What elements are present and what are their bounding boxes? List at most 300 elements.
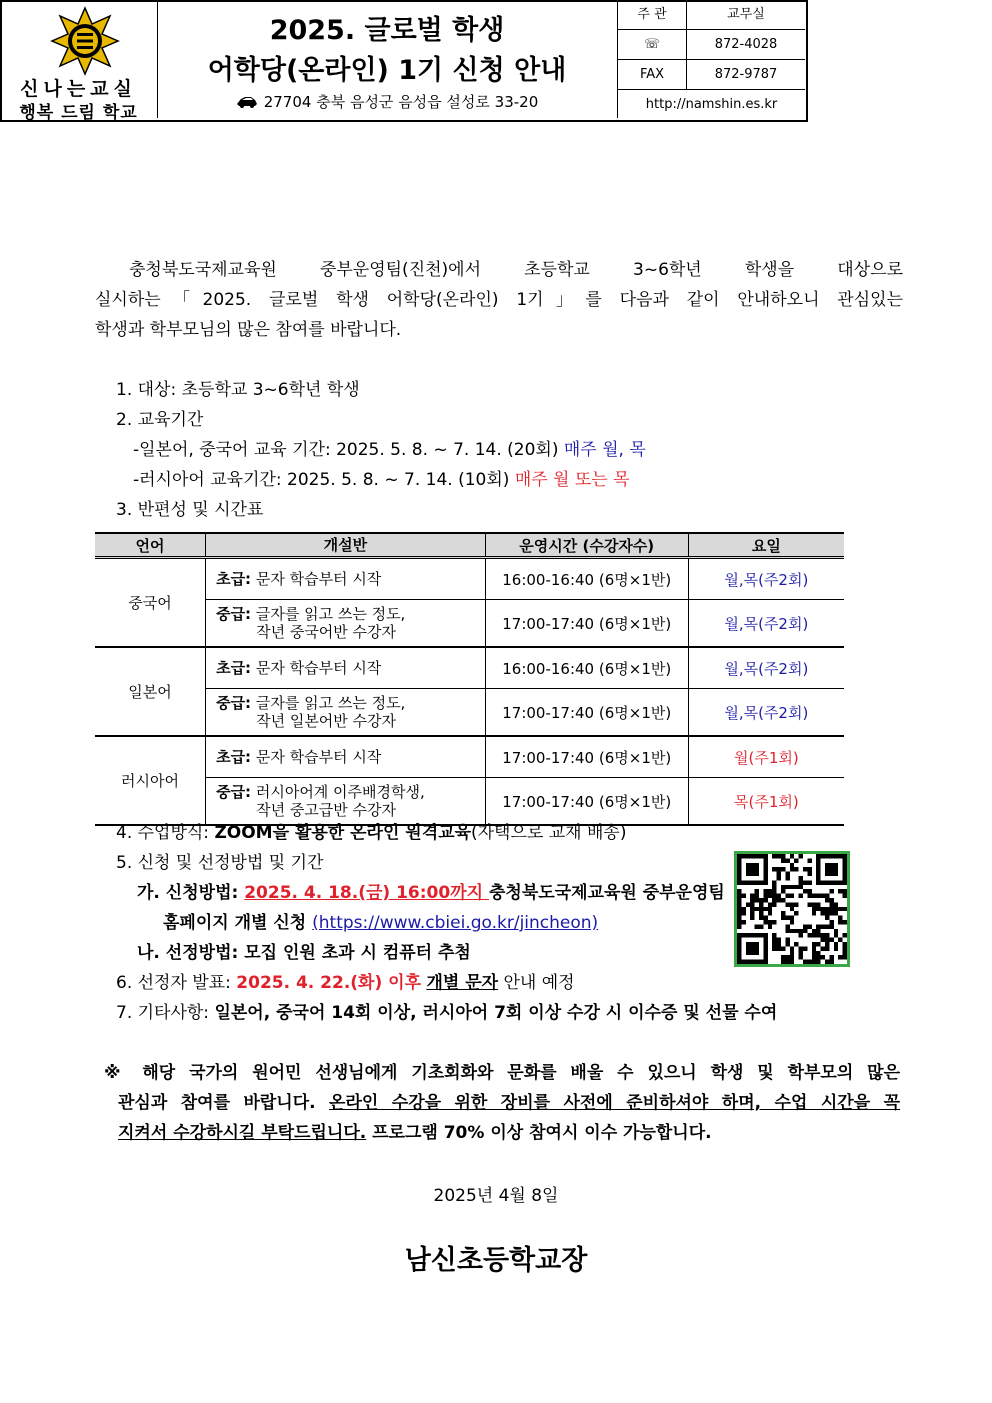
qr-module bbox=[737, 951, 741, 955]
address-text: 27704 충북 음성군 음성읍 설성로 33-20 bbox=[263, 93, 539, 111]
level-label: 중급: bbox=[216, 783, 252, 801]
qr-module bbox=[737, 942, 741, 946]
qr-module bbox=[781, 955, 785, 959]
note-line3-underlined: 지켜서 수강하시길 부탁드립니다. bbox=[118, 1123, 367, 1143]
qr-module bbox=[807, 867, 811, 871]
item-4-method: ZOOM을 활용한 온라인 원격교육 bbox=[214, 823, 471, 843]
qr-module bbox=[763, 894, 767, 898]
qr-module bbox=[772, 867, 776, 871]
qr-module bbox=[803, 929, 807, 933]
intro-line1: 충청북도국제교육원 중부운영팀(진천)에서 초등학교 3~6학년 학생을 대상으로 bbox=[129, 260, 903, 280]
qr-module bbox=[834, 863, 838, 867]
qr-module bbox=[785, 924, 789, 928]
qr-module bbox=[763, 960, 767, 964]
qr-module bbox=[838, 854, 842, 858]
qr-module bbox=[829, 854, 833, 858]
qr-module bbox=[816, 867, 820, 871]
day-cell: 월(주1회) bbox=[688, 736, 844, 778]
qr-module bbox=[763, 951, 767, 955]
qr-module bbox=[737, 858, 741, 862]
qr-module bbox=[785, 872, 789, 876]
qr-module bbox=[803, 867, 807, 871]
info-row-homepage bbox=[618, 90, 805, 119]
table-header-row bbox=[95, 533, 844, 558]
qr-module bbox=[825, 946, 829, 950]
qr-module bbox=[843, 863, 847, 867]
qr-module bbox=[759, 907, 763, 911]
qr-module bbox=[843, 942, 847, 946]
qr-module bbox=[816, 863, 820, 867]
qr-module bbox=[772, 942, 776, 946]
qr-module bbox=[785, 885, 789, 889]
slogan-line1: 신나는교실 bbox=[20, 78, 137, 100]
class-desc-2: 작년 중고급반 수강자 bbox=[256, 801, 397, 819]
class-desc: 문자 학습부터 시작 bbox=[255, 659, 382, 677]
qr-module bbox=[843, 946, 847, 950]
qr-module bbox=[834, 880, 838, 884]
note-line2 bbox=[104, 1088, 900, 1118]
qr-module bbox=[741, 933, 745, 937]
qr-module bbox=[816, 858, 820, 862]
qr-module bbox=[737, 938, 741, 942]
qr-module bbox=[777, 946, 781, 950]
qr-module bbox=[737, 854, 741, 858]
qr-module bbox=[825, 911, 829, 915]
qr-module bbox=[812, 911, 816, 915]
qr-module bbox=[785, 876, 789, 880]
qr-module bbox=[790, 907, 794, 911]
qr-module bbox=[755, 960, 759, 964]
contact-info-cell bbox=[617, 0, 805, 118]
qr-module bbox=[750, 902, 754, 906]
qr-module bbox=[829, 960, 833, 964]
qr-module bbox=[816, 872, 820, 876]
class-desc-2: 작년 중국어반 수강자 bbox=[256, 623, 397, 641]
qr-module bbox=[741, 894, 745, 898]
item-5a-label: 가. 신청방법: bbox=[137, 883, 245, 903]
qr-module bbox=[821, 946, 825, 950]
class-cell bbox=[206, 558, 486, 600]
info-key: FAX bbox=[618, 60, 687, 89]
qr-module bbox=[750, 933, 754, 937]
qr-module bbox=[737, 946, 741, 950]
qr-module bbox=[803, 889, 807, 893]
class-desc: 문자 학습부터 시작 bbox=[255, 570, 382, 588]
qr-module bbox=[825, 924, 829, 928]
qr-module bbox=[759, 854, 763, 858]
day-cell: 목(주1회) bbox=[688, 778, 844, 826]
qr-module bbox=[763, 889, 767, 893]
homepage-link[interactable]: http://namshin.es.kr bbox=[645, 97, 778, 112]
qr-module bbox=[772, 946, 776, 950]
info-row-phone bbox=[618, 30, 805, 60]
day-cell: 월,목(주2회) bbox=[688, 558, 844, 600]
qr-module bbox=[803, 880, 807, 884]
qr-module bbox=[794, 858, 798, 862]
qr-module bbox=[759, 924, 763, 928]
qr-module bbox=[812, 933, 816, 937]
qr-module bbox=[816, 929, 820, 933]
qr-module bbox=[750, 951, 754, 955]
qr-module bbox=[763, 854, 767, 858]
qr-module bbox=[755, 951, 759, 955]
qr-module bbox=[781, 867, 785, 871]
qr-module bbox=[825, 916, 829, 920]
qr-module bbox=[737, 920, 741, 924]
qr-module bbox=[746, 854, 750, 858]
qr-module bbox=[763, 867, 767, 871]
qr-module bbox=[763, 946, 767, 950]
day-cell: 월,목(주2회) bbox=[688, 647, 844, 689]
table-row bbox=[95, 647, 844, 689]
qr-module bbox=[834, 854, 838, 858]
qr-module bbox=[755, 942, 759, 946]
info-row-department bbox=[618, 0, 805, 30]
language-cell: 일본어 bbox=[95, 647, 206, 736]
qr-module bbox=[768, 902, 772, 906]
qr-module bbox=[829, 938, 833, 942]
qr-module bbox=[750, 880, 754, 884]
qr-module bbox=[763, 863, 767, 867]
qr-module bbox=[737, 933, 741, 937]
qr-module bbox=[737, 880, 741, 884]
qr-module bbox=[838, 880, 842, 884]
qr-module bbox=[816, 933, 820, 937]
qr-module bbox=[768, 889, 772, 893]
qr-module bbox=[768, 907, 772, 911]
qr-module bbox=[799, 929, 803, 933]
qr-module bbox=[755, 894, 759, 898]
qr-module bbox=[746, 960, 750, 964]
qr-module bbox=[816, 880, 820, 884]
day-cell: 월,목(주2회) bbox=[688, 689, 844, 737]
qr-module bbox=[755, 880, 759, 884]
qr-module bbox=[790, 854, 794, 858]
qr-module bbox=[781, 858, 785, 862]
qr-module bbox=[750, 863, 754, 867]
qr-module bbox=[755, 907, 759, 911]
qr-module bbox=[755, 863, 759, 867]
level-label: 중급: bbox=[216, 605, 252, 623]
qr-module bbox=[816, 907, 820, 911]
qr-module bbox=[772, 898, 776, 902]
qr-module bbox=[777, 942, 781, 946]
qr-module bbox=[829, 955, 833, 959]
qr-module bbox=[746, 863, 750, 867]
day-cell: 월,목(주2회) bbox=[688, 600, 844, 648]
qr-module bbox=[750, 946, 754, 950]
qr-module bbox=[825, 933, 829, 937]
qr-module bbox=[737, 960, 741, 964]
qr-module bbox=[812, 902, 816, 906]
qr-module bbox=[834, 867, 838, 871]
qr-module bbox=[737, 911, 741, 915]
class-cell bbox=[206, 736, 486, 778]
qr-module bbox=[768, 911, 772, 915]
qr-module bbox=[763, 876, 767, 880]
qr-module bbox=[755, 898, 759, 902]
qr-module bbox=[772, 889, 776, 893]
qr-module bbox=[790, 920, 794, 924]
qr-module bbox=[790, 863, 794, 867]
qr-module bbox=[746, 942, 750, 946]
intro-line3: 학생과 학부모님의 많은 참여를 바랍니다. bbox=[95, 320, 402, 340]
qr-module bbox=[741, 960, 745, 964]
qr-module bbox=[799, 885, 803, 889]
qr-module bbox=[755, 933, 759, 937]
info-value: 872-4028 bbox=[714, 37, 778, 52]
qr-module bbox=[807, 924, 811, 928]
qr-module bbox=[746, 933, 750, 937]
qr-module bbox=[759, 880, 763, 884]
qr-module bbox=[763, 942, 767, 946]
qr-module bbox=[785, 938, 789, 942]
qr-module bbox=[755, 854, 759, 858]
qr-module bbox=[763, 880, 767, 884]
qr-module bbox=[812, 929, 816, 933]
info-value: 872-9787 bbox=[714, 67, 778, 82]
qr-module bbox=[838, 938, 842, 942]
qr-module bbox=[737, 867, 741, 871]
time-cell: 17:00-17:40 (6명×1반) bbox=[485, 689, 688, 737]
qr-module bbox=[785, 942, 789, 946]
qr-module bbox=[763, 858, 767, 862]
level-label: 초급: bbox=[216, 748, 252, 766]
time-cell: 17:00-17:40 (6명×1반) bbox=[485, 600, 688, 648]
qr-module bbox=[799, 880, 803, 884]
qr-module bbox=[838, 920, 842, 924]
intro-paragraph bbox=[95, 255, 903, 345]
qr-module bbox=[829, 872, 833, 876]
time-cell: 17:00-17:40 (6명×1반) bbox=[485, 778, 688, 826]
qr-module bbox=[772, 885, 776, 889]
school-logo-cell bbox=[0, 0, 158, 123]
qr-module bbox=[755, 946, 759, 950]
qr-module bbox=[763, 898, 767, 902]
item-2: 2. 교육기간 bbox=[116, 410, 204, 430]
qr-module bbox=[843, 872, 847, 876]
table-row bbox=[95, 689, 844, 737]
qr-module bbox=[763, 872, 767, 876]
qr-module bbox=[807, 960, 811, 964]
qr-module bbox=[838, 916, 842, 920]
document-date: 2025년 4월 8일 bbox=[433, 1186, 559, 1206]
qr-module bbox=[816, 942, 820, 946]
qr-module bbox=[807, 858, 811, 862]
qr-module bbox=[838, 889, 842, 893]
qr-module bbox=[803, 960, 807, 964]
note-line3 bbox=[104, 1118, 900, 1148]
qr-module bbox=[781, 960, 785, 964]
qr-module bbox=[816, 854, 820, 858]
qr-module bbox=[737, 907, 741, 911]
qr-module bbox=[755, 924, 759, 928]
qr-module bbox=[843, 889, 847, 893]
qr-module bbox=[763, 907, 767, 911]
item-6-prefix: 6. 선정자 발표: bbox=[116, 973, 237, 993]
qr-module bbox=[737, 955, 741, 959]
class-desc: 러시아어계 이주배경학생, bbox=[255, 783, 425, 801]
qr-module bbox=[746, 902, 750, 906]
item-5: 5. 신청 및 선정방법 및 기간 bbox=[116, 853, 324, 873]
qr-module bbox=[825, 867, 829, 871]
qr-module bbox=[741, 880, 745, 884]
qr-module bbox=[821, 907, 825, 911]
qr-module bbox=[794, 911, 798, 915]
item-4 bbox=[116, 818, 626, 848]
qr-module bbox=[781, 911, 785, 915]
qr-module bbox=[816, 955, 820, 959]
level-label: 초급: bbox=[216, 659, 252, 677]
qr-module bbox=[772, 902, 776, 906]
class-desc: 문자 학습부터 시작 bbox=[255, 748, 382, 766]
qr-module bbox=[737, 924, 741, 928]
note-line3-plain: 프로그램 70% 이상 참여시 이수 가능합니다. bbox=[366, 1123, 712, 1143]
qr-module bbox=[759, 911, 763, 915]
qr-module bbox=[821, 854, 825, 858]
qr-module bbox=[812, 946, 816, 950]
table-row bbox=[95, 600, 844, 648]
qr-module bbox=[843, 920, 847, 924]
class-cell bbox=[206, 689, 486, 737]
school-emblem-icon bbox=[50, 6, 120, 76]
qr-module bbox=[750, 854, 754, 858]
qr-module bbox=[785, 955, 789, 959]
item-7-prefix: 7. 기타사항: bbox=[116, 1003, 215, 1023]
qr-module bbox=[763, 955, 767, 959]
class-cell bbox=[206, 600, 486, 648]
item-5a-line2 bbox=[163, 908, 598, 938]
qr-module bbox=[746, 946, 750, 950]
qr-module bbox=[834, 942, 838, 946]
qr-module bbox=[825, 880, 829, 884]
qr-module bbox=[755, 872, 759, 876]
qr-module bbox=[834, 872, 838, 876]
qr-module bbox=[759, 902, 763, 906]
qr-module bbox=[812, 907, 816, 911]
info-row-fax bbox=[618, 60, 805, 90]
qr-module bbox=[785, 960, 789, 964]
class-desc: 글자를 읽고 쓰는 정도, bbox=[255, 605, 406, 623]
qr-module bbox=[750, 942, 754, 946]
qr-module bbox=[799, 933, 803, 937]
title-cell bbox=[158, 0, 616, 118]
qr-module bbox=[785, 902, 789, 906]
info-key: 주 관 bbox=[618, 0, 687, 29]
qr-module bbox=[825, 907, 829, 911]
qr-module bbox=[759, 898, 763, 902]
qr-module bbox=[737, 863, 741, 867]
qr-module bbox=[829, 924, 833, 928]
item-4-suffix: (자택으로 교재 배송) bbox=[471, 823, 627, 843]
qr-module bbox=[741, 911, 745, 915]
qr-module bbox=[807, 933, 811, 937]
class-cell bbox=[206, 647, 486, 689]
qr-module bbox=[799, 876, 803, 880]
qr-module bbox=[772, 854, 776, 858]
application-url-link[interactable]: (https://www.cbiei.go.kr/jincheon) bbox=[312, 913, 599, 933]
school-address bbox=[158, 91, 616, 112]
qr-module bbox=[772, 933, 776, 937]
item-5a bbox=[137, 878, 725, 908]
qr-module bbox=[750, 867, 754, 871]
qr-module bbox=[746, 951, 750, 955]
qr-module bbox=[790, 929, 794, 933]
phone-car-icon bbox=[236, 94, 258, 108]
qr-module bbox=[825, 894, 829, 898]
class-desc: 글자를 읽고 쓰는 정도, bbox=[255, 694, 406, 712]
qr-module bbox=[843, 951, 847, 955]
qr-module bbox=[825, 872, 829, 876]
qr-module bbox=[781, 854, 785, 858]
qr-module bbox=[750, 898, 754, 902]
qr-module bbox=[829, 911, 833, 915]
qr-module bbox=[816, 924, 820, 928]
qr-module bbox=[812, 894, 816, 898]
info-value: 교무실 bbox=[727, 7, 765, 22]
qr-module bbox=[785, 929, 789, 933]
document-title-line1: 2025. 글로벌 학생 bbox=[269, 15, 505, 46]
qr-module bbox=[741, 907, 745, 911]
qr-module bbox=[790, 885, 794, 889]
qr-module bbox=[825, 898, 829, 902]
qr-module bbox=[807, 889, 811, 893]
qr-module bbox=[785, 894, 789, 898]
qr-module bbox=[759, 916, 763, 920]
qr-module bbox=[829, 880, 833, 884]
item-2b-days: 매주 월 또는 목 bbox=[514, 470, 630, 490]
qr-module bbox=[834, 933, 838, 937]
item-6 bbox=[116, 968, 575, 998]
item-5b: 나. 선정방법: 모집 인원 초과 시 컴퓨터 추첨 bbox=[137, 943, 471, 963]
item-7-detail: 일본어, 중국어 14회 이상, 러시아어 7회 이상 수강 시 이수증 및 선물 수여 bbox=[214, 1003, 778, 1023]
qr-module bbox=[768, 920, 772, 924]
header-class: 개설반 bbox=[206, 533, 486, 558]
qr-module bbox=[829, 863, 833, 867]
item-2b-text: -러시아어 교육기간: 2025. 5. 8. ~ 7. 14. (10회) bbox=[133, 470, 510, 490]
qr-module bbox=[825, 854, 829, 858]
item-6-method: 개별 문자 bbox=[426, 973, 499, 993]
qr-module bbox=[825, 863, 829, 867]
time-cell: 16:00-16:40 (6명×1반) bbox=[485, 558, 688, 600]
qr-module bbox=[843, 955, 847, 959]
qr-module bbox=[790, 960, 794, 964]
item-2a-text: -일본어, 중국어 교육 기간: 2025. 5. 8. ~ 7. 14. (20회) bbox=[133, 440, 559, 460]
qr-module bbox=[834, 911, 838, 915]
intro-line2: 실시하는「2025. 글로벌 학생 어학당(온라인) 1기」를 다음과 같이 안내하오니 관심있는 bbox=[95, 290, 903, 310]
qr-module bbox=[746, 867, 750, 871]
qr-code[interactable] bbox=[734, 851, 850, 967]
table-row bbox=[95, 558, 844, 600]
qr-module bbox=[821, 894, 825, 898]
qr-module bbox=[807, 902, 811, 906]
qr-module bbox=[829, 920, 833, 924]
qr-module bbox=[825, 960, 829, 964]
qr-module bbox=[816, 876, 820, 880]
qr-module bbox=[737, 894, 741, 898]
item-2b bbox=[133, 465, 630, 495]
qr-module bbox=[821, 924, 825, 928]
qr-module bbox=[737, 902, 741, 906]
qr-module bbox=[807, 872, 811, 876]
item-6-date: 2025. 4. 22.(화) 이후 bbox=[236, 973, 422, 993]
qr-module bbox=[843, 867, 847, 871]
qr-module bbox=[750, 894, 754, 898]
item-7 bbox=[116, 998, 777, 1028]
qr-module bbox=[777, 876, 781, 880]
qr-module bbox=[790, 894, 794, 898]
qr-module bbox=[799, 854, 803, 858]
